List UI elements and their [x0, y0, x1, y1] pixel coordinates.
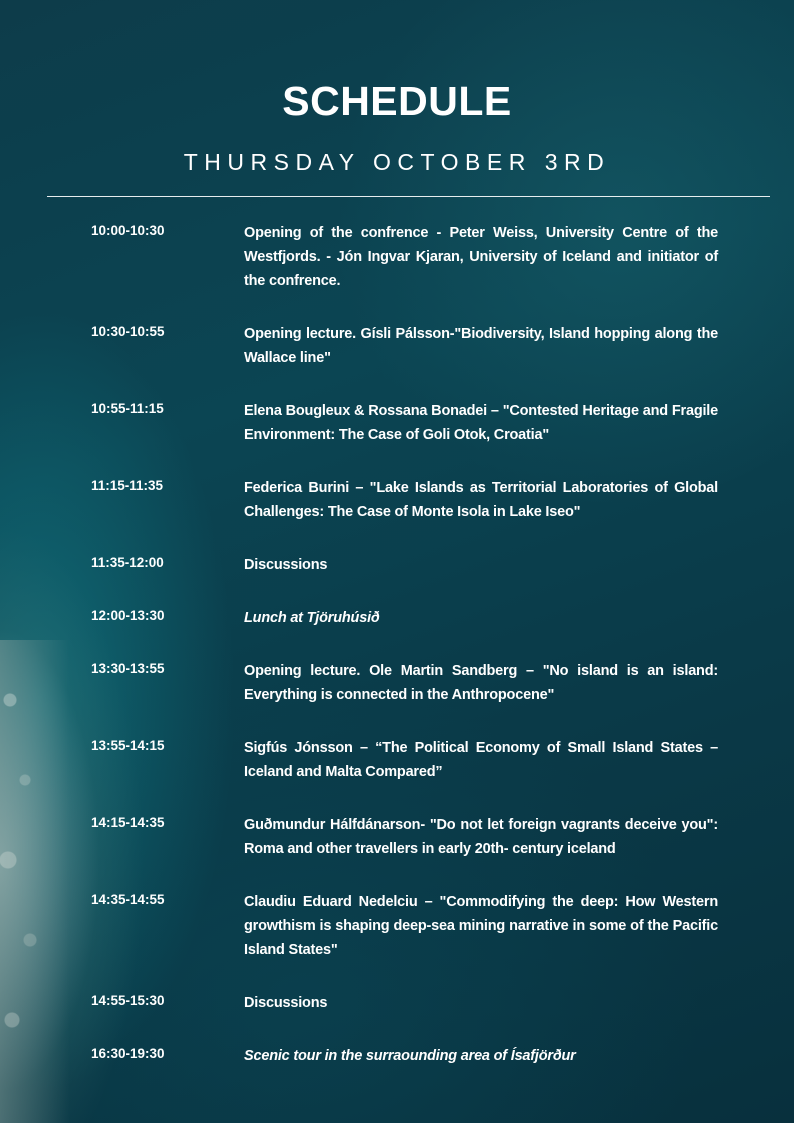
schedule-description: Lunch at Tjöruhúsið [244, 610, 380, 626]
schedule-description: Federica Burini – "Lake Islands as Territorial Laboratories of Global Challenges: The Case of Monte Isola in Lake Iseo" [244, 480, 718, 520]
page-title: SCHEDULE [282, 78, 512, 124]
schedule-description: Opening of the confrence - Peter Weiss, University Centre of the Westfjords. - Jón Ingvar Kjaran, University of Iceland and initiator of the confrence. [244, 225, 718, 289]
schedule-time: 14:15-14:35 [91, 815, 165, 830]
schedule-time: 12:00-13:30 [91, 608, 165, 623]
schedule-time: 10:30-10:55 [91, 324, 165, 339]
page-subtitle: THURSDAY OCTOBER 3RD [183, 149, 611, 175]
schedule-time: 13:30-13:55 [91, 661, 165, 676]
schedule-time: 14:35-14:55 [91, 892, 165, 907]
schedule-description: Elena Bougleux & Rossana Bonadei – "Contested Heritage and Fragile Environment: The Case of Goli Otok, Croatia" [244, 403, 718, 443]
schedule-description: Opening lecture. Ole Martin Sandberg – "No island is an island: Everything is connected in the Anthropocene" [244, 663, 718, 703]
schedule-time: 14:55-15:30 [91, 993, 165, 1008]
schedule-description: Scenic tour in the surraounding area of Ísafjörður [244, 1048, 576, 1064]
schedule-description: Claudiu Eduard Nedelciu – "Commodifying the deep: How Western growthism is shaping deep-sea mining narrative in some of the Pacific Island States" [244, 894, 718, 958]
schedule-time: 11:35-12:00 [91, 555, 164, 570]
schedule-time: 10:55-11:15 [91, 401, 164, 416]
schedule-description: Opening lecture. Gísli Pálsson-"Biodiversity, Island hopping along the Wallace line" [244, 326, 718, 366]
schedule-description: Discussions [244, 557, 328, 573]
schedule-time: 11:15-11:35 [91, 478, 164, 493]
schedule-time: 10:00-10:30 [91, 223, 165, 238]
schedule-time: 13:55-14:15 [91, 738, 165, 753]
schedule-time: 16:30-19:30 [91, 1046, 165, 1061]
schedule-description: Sigfús Jónsson – “The Political Economy of Small Island States – Iceland and Malta Compared” [244, 740, 718, 780]
schedule-description: Discussions [244, 995, 328, 1011]
schedule-description: Guðmundur Hálfdánarson- "Do not let foreign vagrants deceive you": Roma and other travellers in early 20th- century iceland [244, 817, 718, 857]
